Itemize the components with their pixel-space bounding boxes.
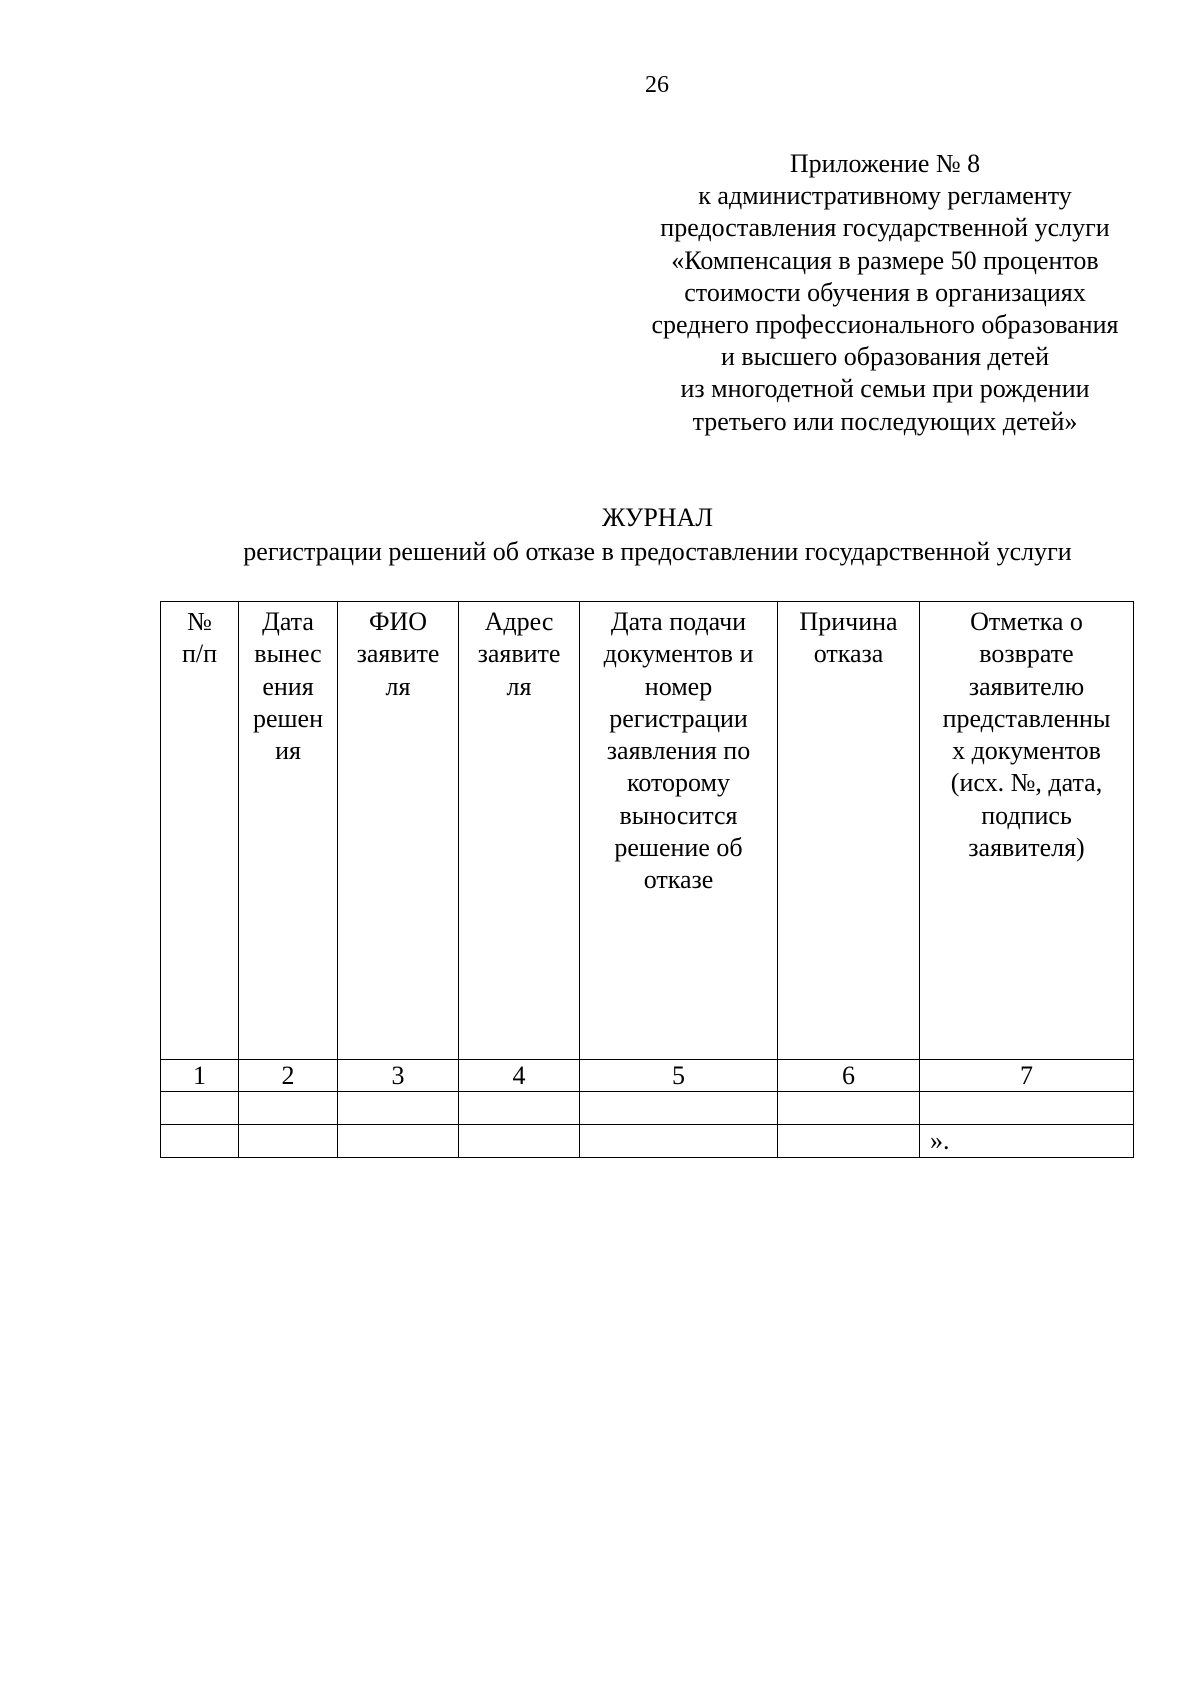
header-line: Отметка о	[970, 607, 1083, 636]
empty-cell	[920, 1092, 1134, 1125]
appendix-line: стоимости обучения в организациях	[684, 277, 1086, 307]
header-cell-applicant-name	[338, 602, 459, 1060]
header-line: ФИО	[368, 607, 428, 636]
empty-cell	[580, 1092, 778, 1125]
table-row	[161, 1125, 1134, 1158]
appendix-line: и высшего образования детей	[720, 342, 1049, 372]
empty-cell	[778, 1125, 920, 1158]
header-line: ля	[506, 671, 532, 701]
header-line: ля	[385, 671, 411, 701]
column-number-cell: 7	[920, 1060, 1134, 1092]
appendix-line: к административному регламенту	[698, 181, 1072, 211]
header-line: выносится	[619, 800, 738, 830]
header-line: (исх. №, дата,	[950, 768, 1103, 798]
header-line: решение об	[614, 833, 743, 863]
empty-cell	[459, 1125, 580, 1158]
header-line: Дата	[262, 607, 314, 636]
header-line: п/п	[181, 639, 218, 669]
column-number-cell: 3	[338, 1060, 459, 1092]
header-line: заявите	[356, 639, 440, 669]
header-cell-number	[161, 602, 239, 1060]
column-number-cell: 4	[459, 1060, 580, 1092]
header-line: ия	[275, 736, 301, 766]
header-line: Адрес	[484, 607, 554, 636]
header-row	[161, 602, 1134, 1060]
header-cell-applicant-address	[459, 602, 580, 1060]
column-number-row	[161, 1060, 1134, 1092]
column-number-cell: 5	[580, 1060, 778, 1092]
header-line: документов и	[603, 639, 754, 669]
closing-quote-mark: ».	[920, 1125, 1134, 1158]
column-number-cell: 1	[161, 1060, 239, 1092]
empty-cell	[338, 1125, 459, 1158]
appendix-line: «Компенсация в размере 50 процентов	[671, 245, 1099, 275]
column-number-cell: 2	[239, 1060, 338, 1092]
empty-cell	[459, 1092, 580, 1125]
header-line: заявителя)	[968, 833, 1085, 863]
header-line: заявите	[477, 639, 561, 669]
empty-cell	[239, 1092, 338, 1125]
column-number-cell: 6	[778, 1060, 920, 1092]
empty-cell	[778, 1092, 920, 1125]
empty-cell	[161, 1125, 239, 1158]
journal-table	[160, 601, 1134, 1158]
table-row	[161, 1092, 1134, 1125]
header-line: заявителю	[968, 671, 1085, 701]
appendix-line: из многодетной семьи при рождении	[680, 374, 1090, 404]
header-line: отказе	[643, 865, 714, 895]
header-line: х документов	[952, 736, 1101, 766]
header-line: отказа	[813, 639, 884, 669]
appendix-line: среднего профессионального образования	[651, 310, 1119, 340]
header-line: вынес	[254, 639, 322, 669]
empty-cell	[161, 1092, 239, 1125]
page-number: 26	[645, 72, 669, 98]
header-line: номер	[644, 671, 713, 701]
header-line: ения	[262, 671, 314, 701]
header-cell-decision-date	[239, 602, 338, 1060]
journal-subtitle: регистрации решений об отказе в предоставлении государственной услуги	[243, 537, 1072, 566]
appendix-heading	[620, 148, 1150, 438]
header-cell-return-mark	[920, 602, 1134, 1060]
header-cell-refusal-reason	[778, 602, 920, 1060]
journal-title: ЖУРНАЛ	[602, 503, 713, 532]
header-line: возврате	[979, 639, 1074, 669]
header-line: заявления по	[606, 736, 751, 766]
header-line: которому	[627, 768, 730, 798]
header-line: Дата подачи	[610, 607, 747, 636]
header-line: Причина	[799, 607, 898, 636]
header-line: №	[187, 607, 212, 636]
header-cell-submission-date	[580, 602, 778, 1060]
appendix-line: предоставления государственной услуги	[660, 213, 1110, 243]
header-line: решен	[252, 703, 323, 733]
appendix-line: третьего или последующих детей»	[692, 406, 1078, 436]
empty-cell	[338, 1092, 459, 1125]
header-line: подпись	[981, 800, 1072, 830]
header-line: представленны	[942, 703, 1111, 733]
appendix-line: Приложение № 8	[789, 149, 981, 178]
header-line: регистрации	[609, 703, 748, 733]
empty-cell	[239, 1125, 338, 1158]
empty-cell	[580, 1125, 778, 1158]
